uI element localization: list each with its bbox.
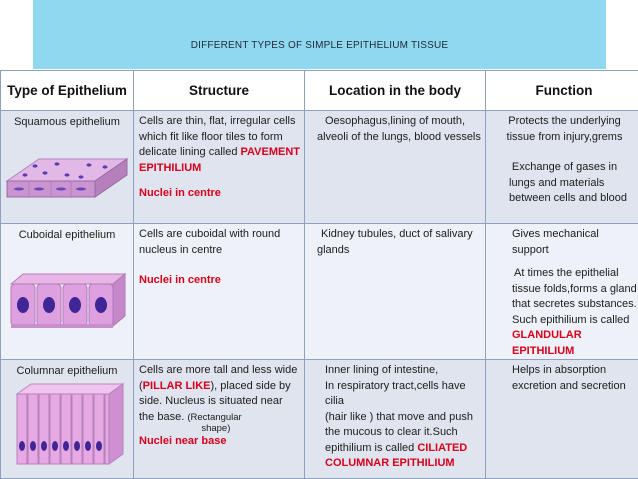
columnar-epithilium-term: COLUMNAR EPITHILIUM: [325, 457, 455, 469]
structure-line: nucleus in centre: [139, 243, 223, 256]
function-line: lungs and materials: [509, 176, 605, 189]
shape-note-line: shape): [201, 422, 231, 434]
table-row: [1, 360, 638, 479]
location-cell: [305, 224, 486, 360]
function-cell: [486, 224, 638, 360]
table-row: [1, 111, 638, 224]
squamous-tissue-illustration: [5, 153, 129, 213]
structure-text: delicate lining called: [139, 146, 241, 158]
location-line: glands: [317, 243, 350, 256]
location-cell: [305, 111, 486, 224]
epithilium-term: EPITHILIUM: [139, 161, 202, 174]
location-line: [325, 441, 481, 457]
location-line: Inner lining of intestine,: [325, 364, 439, 376]
function-line: that secretes substances.: [512, 298, 637, 310]
location-text: epithilium is called: [325, 441, 418, 454]
title-banner: [33, 0, 606, 69]
location-line: Kidney tubules, duct of salivary: [321, 228, 473, 240]
function-cell: [486, 111, 638, 224]
structure-line: (PILLAR LIKE), placed side by: [139, 379, 291, 392]
header-structure: Structure: [134, 71, 305, 111]
type-cell: [1, 111, 134, 224]
type-name: Squamous epithelium: [14, 116, 120, 128]
structure-line: [139, 410, 300, 434]
nuclei-note: Nuclei near base: [139, 434, 227, 447]
structure-line: Cells are more tall and less wide: [139, 364, 298, 376]
location-line: alveoli of the lungs, blood vessels: [317, 130, 481, 143]
function-line: tissue from injury,grems: [506, 130, 623, 143]
function-cell: [486, 360, 638, 479]
function-line: At times the epithelial: [514, 267, 619, 279]
header-type: Type of Epithelium: [1, 71, 134, 111]
location-line: the mucous to clear it.Such: [325, 426, 458, 438]
structure-line: Cells are cuboidal with round: [139, 228, 281, 240]
structure-text: ), placed side by: [210, 379, 291, 392]
cuboidal-tissue-illustration: [7, 272, 129, 336]
structure-line: [139, 145, 300, 161]
structure-cell: [134, 224, 305, 360]
type-name: Columnar epithelium: [16, 365, 118, 377]
glandular-term: GLANDULAR EPITHILIUM: [512, 329, 582, 357]
nuclei-note: Nuclei in centre: [139, 187, 221, 199]
structure-cell: [134, 111, 305, 224]
pavement-term: PAVEMENT: [240, 146, 301, 158]
nuclei-note: Nuclei in centre: [139, 274, 221, 286]
columnar-tissue-illustration: [15, 382, 127, 468]
location-line: In respiratory tract,cells have cilia: [325, 379, 466, 407]
pillar-like-term: PILLAR LIKE: [142, 379, 211, 392]
function-line: Such epithilium is called: [512, 313, 630, 326]
table-row: [1, 224, 638, 360]
epithelium-table: [0, 70, 638, 479]
function-line: Exchange of gases in: [511, 161, 618, 173]
shape-note-line: (Rectangular: [187, 411, 242, 423]
type-name: Cuboidal epithelium: [18, 229, 116, 241]
function-line: excretion and secretion: [512, 379, 626, 392]
type-cell: [1, 360, 134, 479]
function-line: Protects the underlying: [508, 115, 621, 127]
header-function: Function: [486, 71, 638, 111]
function-line: tissue folds,forms a gland: [512, 282, 637, 295]
type-cell: [1, 224, 134, 360]
location-line: Oesophagus,lining of mouth,: [325, 115, 466, 127]
structure-text: the base.: [139, 410, 185, 423]
structure-line: Cells are thin, flat, irregular cells: [139, 115, 296, 127]
header-location: Location in the body: [305, 71, 486, 111]
function-line: between cells and blood: [509, 192, 628, 204]
structure-line: side. Nucleus is situated near: [139, 395, 283, 407]
structure-line: which fit like floor tiles to form: [139, 130, 283, 143]
function-line: Helps in absorption: [512, 364, 607, 376]
table-header-row: [1, 71, 638, 111]
page-title: DIFFERENT TYPES OF SIMPLE EPITHELIUM TISSUE: [190, 40, 449, 51]
structure-cell: [134, 360, 305, 479]
shape-note: [187, 412, 241, 434]
location-cell: [305, 360, 486, 479]
ciliated-term: CILIATED: [417, 441, 468, 454]
location-line: (hair like ) that move and push: [325, 410, 473, 423]
function-line: Gives mechanical support: [512, 228, 599, 256]
